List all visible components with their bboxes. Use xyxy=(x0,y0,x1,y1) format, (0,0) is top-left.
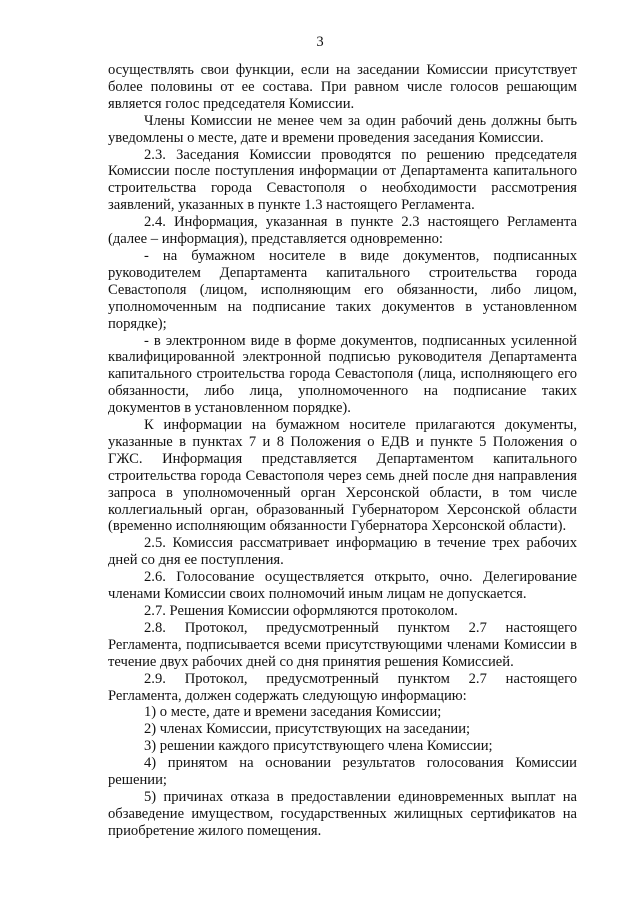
paragraph-2-3: 2.3. Заседания Комиссии проводятся по решению председателя Комиссии после поступления информации от Департамента капитального строительства города Севастополя о необходимости рассмотрения заявлений, указанных в пункте 1.3 настоящего Регламента. xyxy=(108,146,577,214)
paragraph-notification: Члены Комиссии не менее чем за один рабочий день должны быть уведомлены о месте, дате и времени проведения заседания Комиссии. xyxy=(108,112,577,146)
paragraph-2-9: 2.9. Протокол, предусмотренный пунктом 2.7 настоящего Регламента, должен содержать следующую информацию: xyxy=(108,670,577,704)
document-body xyxy=(108,62,577,840)
paragraph-continuation: осуществлять свои функции, если на заседании Комиссии присутствует более половины от ее состава. При равном числе голосов решающим является голос председателя Комиссии. xyxy=(108,62,577,112)
paragraph-2-6: 2.6. Голосование осуществляется открыто, очно. Делегирование членами Комиссии своих полномочий иным лицам не допускается. xyxy=(108,569,577,603)
paragraph-paper-form: - на бумажном носителе в виде документов, подписанных руководителем Департамента капитального строительства города Севастополя (лицом, исполняющим его обязанности, либо лицом, уполномоченным на подписание таких документов в установленном порядке); xyxy=(108,247,577,332)
paragraph-attachments: К информации на бумажном носителе прилагаются документы, указанные в пунктах 7 и 8 Положения о ЕДВ и пункте 5 Положения о ГЖС. Информация представляется Департаментом капитального строительства города Севастополя через семь дней после дня направления запроса в уполномоченный орган Херсонской области, в том числе коллегиальный орган, образованный Губернатором Херсонской области (временно исполняющим обязанности Губернатора Херсонской области). xyxy=(108,417,577,535)
list-item-1: 1) о месте, дате и времени заседания Комиссии; xyxy=(144,704,442,721)
list-item-4: 4) принятом на основании результатов голосования Комиссии решении; xyxy=(108,755,577,789)
paragraph-electronic-form: - в электронном виде в форме документов, подписанных усиленной квалифицированной электронной подписью руководителя Департамента капитального строительства города Севастополя (лица, исполняющего его обязанности, либо лица, уполномоченного на подписание таких документов в установленном порядке). xyxy=(108,332,577,417)
page-number: 3 xyxy=(316,34,324,50)
paragraph-2-5: 2.5. Комиссия рассматривает информацию в течение трех рабочих дней со дня ее поступления. xyxy=(108,535,577,569)
paragraph-2-7: 2.7. Решения Комиссии оформляются протоколом. xyxy=(144,603,458,619)
paragraph-2-8: 2.8. Протокол, предусмотренный пунктом 2.7 настоящего Регламента, подписывается всеми присутствующими членами Комиссии в течение двух рабочих дней со дня принятия решения Комиссией. xyxy=(108,619,577,670)
paragraph-2-4: 2.4. Информация, указанная в пункте 2.3 настоящего Регламента (далее – информация), представляется одновременно: xyxy=(108,214,577,248)
list-item-5: 5) причинах отказа в предоставлении единовременных выплат на обзаведение имуществом, государственных жилищных сертификатов на приобретение жилого помещения. xyxy=(108,788,577,839)
list-item-2: 2) членах Комиссии, присутствующих на заседании; xyxy=(144,721,471,738)
list-item-3: 3) решении каждого присутствующего члена Комиссии; xyxy=(144,738,493,755)
